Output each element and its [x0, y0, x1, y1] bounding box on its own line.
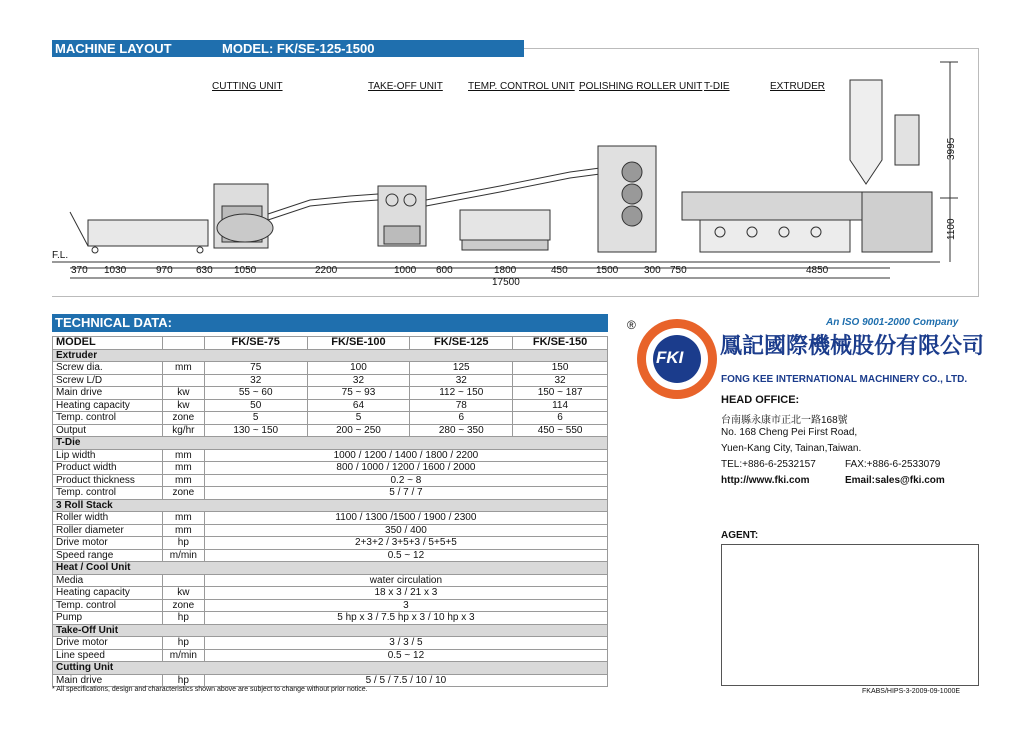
row-unit: mm	[162, 362, 204, 375]
table-row	[53, 412, 608, 425]
table-row	[53, 524, 608, 537]
dim-450: 450	[551, 265, 568, 276]
row-label: Speed range	[53, 549, 163, 562]
table-row	[53, 537, 608, 550]
row-value-span: 5 / 5 / 7.5 / 10 / 10	[204, 674, 607, 687]
row-value: 100	[307, 362, 410, 375]
table-row	[53, 574, 608, 587]
row-value: 32	[513, 374, 608, 387]
section-row	[53, 624, 608, 637]
section-title: Take-Off Unit	[53, 624, 608, 637]
table-row	[53, 424, 608, 437]
row-unit: zone	[162, 487, 204, 500]
dim-total: 17500	[492, 277, 520, 288]
row-value: 78	[410, 399, 513, 412]
website-link[interactable]: http://www.fki.com	[721, 475, 810, 486]
table-row	[53, 374, 608, 387]
row-label: Line speed	[53, 649, 163, 662]
row-label: Media	[53, 574, 163, 587]
row-value: 6	[410, 412, 513, 425]
dim-1500: 1500	[596, 265, 619, 276]
row-value: 112 ~ 150	[410, 387, 513, 400]
row-value: 55 ~ 60	[204, 387, 307, 400]
row-value: 75 ~ 93	[307, 387, 410, 400]
row-label: Drive motor	[53, 537, 163, 550]
table-row	[53, 649, 608, 662]
table-row	[53, 474, 608, 487]
section-row	[53, 437, 608, 450]
dim-300: 300	[644, 265, 661, 276]
row-unit	[162, 374, 204, 387]
row-unit: kw	[162, 399, 204, 412]
height-total: 3995	[946, 137, 957, 160]
row-unit: zone	[162, 412, 204, 425]
dim-1800: 1800	[494, 265, 517, 276]
row-label: Heating capacity	[53, 587, 163, 600]
row-label: Lip width	[53, 449, 163, 462]
height-line: 1100	[946, 218, 957, 240]
company-name-cn: 鳳記國際機械股份有限公司	[720, 333, 985, 358]
table-row	[53, 599, 608, 612]
section-title: Heat / Cool Unit	[53, 562, 608, 575]
row-unit: m/min	[162, 549, 204, 562]
dim-2200: 2200	[315, 265, 338, 276]
row-label: Output	[53, 424, 163, 437]
table-row	[53, 637, 608, 650]
row-unit: kw	[162, 587, 204, 600]
dim-600: 600	[436, 265, 453, 276]
row-value-span: 1100 / 1300 /1500 / 1900 / 2300	[204, 512, 607, 525]
logo-text: FKI	[656, 348, 684, 367]
row-value: 450 ~ 550	[513, 424, 608, 437]
row-label: Pump	[53, 612, 163, 625]
technical-heading: TECHNICAL DATA:	[55, 315, 172, 330]
dim-1030: 1030	[104, 265, 127, 276]
dim-750: 750	[670, 265, 687, 276]
row-label: Product thickness	[53, 474, 163, 487]
row-value-span: 800 / 1000 / 1200 / 1600 / 2000	[204, 462, 607, 475]
row-value: 125	[410, 362, 513, 375]
row-value: 114	[513, 399, 608, 412]
dim-370: 370	[71, 265, 88, 276]
row-label: Temp. control	[53, 412, 163, 425]
row-unit: hp	[162, 612, 204, 625]
section-row	[53, 499, 608, 512]
row-unit: kg/hr	[162, 424, 204, 437]
unit-label-extruder: EXTRUDER	[770, 81, 826, 92]
row-label: Temp. control	[53, 599, 163, 612]
table-row	[53, 449, 608, 462]
row-value: 50	[204, 399, 307, 412]
row-value-span: water circulation	[204, 574, 607, 587]
unit-label-takeoff: TAKE-OFF UNIT	[368, 81, 443, 92]
unit-label-tdie: T-DIE	[704, 81, 730, 92]
section-row	[53, 349, 608, 362]
row-label: Roller width	[53, 512, 163, 525]
row-value-span: 3	[204, 599, 607, 612]
model-header: FK/SE-100	[307, 337, 410, 350]
row-value: 32	[410, 374, 513, 387]
row-unit: mm	[162, 462, 204, 475]
address-line-1: No. 168 Cheng Pei First Road,	[721, 427, 858, 438]
row-label: Screw L/D	[53, 374, 163, 387]
row-value: 150 ~ 187	[513, 387, 608, 400]
address-line-2: Yuen-Kang City, Tainan,Taiwan.	[721, 443, 862, 454]
unit-label-polishing: POLISHING ROLLER UNIT	[579, 81, 703, 92]
layout-heading: MACHINE LAYOUT	[55, 41, 172, 56]
row-value: 280 ~ 350	[410, 424, 513, 437]
row-unit: m/min	[162, 649, 204, 662]
row-value: 32	[204, 374, 307, 387]
row-label: Temp. control	[53, 487, 163, 500]
row-label: Screw dia.	[53, 362, 163, 375]
model-header: FK/SE-125	[410, 337, 513, 350]
row-label: Main drive	[53, 674, 163, 687]
row-value-span: 3 / 3 / 5	[204, 637, 607, 650]
registered-mark: ®	[627, 318, 636, 332]
row-label: Product width	[53, 462, 163, 475]
address-cn: 台南縣永康市正北一路168號	[721, 415, 848, 426]
row-value-span: 1000 / 1200 / 1400 / 1800 / 2200	[204, 449, 607, 462]
row-label: Heating capacity	[53, 399, 163, 412]
row-value: 200 ~ 250	[307, 424, 410, 437]
row-unit: hp	[162, 637, 204, 650]
row-value: 64	[307, 399, 410, 412]
row-value: 130 ~ 150	[204, 424, 307, 437]
company-name-en: FONG KEE INTERNATIONAL MACHINERY CO., LTD.	[721, 374, 968, 385]
table-row	[53, 587, 608, 600]
dim-970: 970	[156, 265, 173, 276]
row-value: 5	[307, 412, 410, 425]
technical-table	[52, 336, 608, 687]
fax: FAX:+886-6-2533079	[845, 459, 941, 470]
row-unit: mm	[162, 474, 204, 487]
row-label: Roller diameter	[53, 524, 163, 537]
machine-drawing	[0, 0, 1023, 300]
model-header: FK/SE-150	[513, 337, 608, 350]
section-row	[53, 562, 608, 575]
row-value-span: 0.2 ~ 8	[204, 474, 607, 487]
iso-text: An ISO 9001-2000 Company	[826, 317, 959, 328]
section-title: T-Die	[53, 437, 608, 450]
agent-label: AGENT:	[721, 530, 759, 541]
row-value: 75	[204, 362, 307, 375]
footnote: * All specifications, design and characteristics shown above are subject to change without prior notice.	[52, 686, 368, 693]
row-unit: kw	[162, 387, 204, 400]
row-value: 32	[307, 374, 410, 387]
row-value-span: 0.5 ~ 12	[204, 649, 607, 662]
section-title: 3 Roll Stack	[53, 499, 608, 512]
row-value-span: 350 / 400	[204, 524, 607, 537]
table-row	[53, 549, 608, 562]
row-value: 6	[513, 412, 608, 425]
row-value: 150	[513, 362, 608, 375]
row-label: Main drive	[53, 387, 163, 400]
email-link[interactable]: Email:sales@fki.com	[845, 475, 945, 486]
row-value-span: 18 x 3 / 21 x 3	[204, 587, 607, 600]
agent-box	[721, 544, 979, 686]
row-unit: hp	[162, 674, 204, 687]
section-title: Cutting Unit	[53, 662, 608, 675]
dim-1000: 1000	[394, 265, 417, 276]
row-value-span: 5 hp x 3 / 7.5 hp x 3 / 10 hp x 3	[204, 612, 607, 625]
telephone: TEL:+886-6-2532157	[721, 459, 816, 470]
row-value-span: 2+3+2 / 3+5+3 / 5+5+5	[204, 537, 607, 550]
technical-header-bar	[52, 314, 608, 332]
row-unit	[162, 574, 204, 587]
table-row	[53, 399, 608, 412]
row-unit: mm	[162, 524, 204, 537]
table-row	[53, 462, 608, 475]
dim-1050: 1050	[234, 265, 257, 276]
section-title: Extruder	[53, 349, 608, 362]
doc-code: FKABS/HIPS-3-2009-09-1000E	[862, 688, 961, 695]
table-row	[53, 512, 608, 525]
row-unit: hp	[162, 537, 204, 550]
model-header: FK/SE-75	[204, 337, 307, 350]
unit-label-temp-control: TEMP. CONTROL UNIT	[468, 81, 575, 92]
table-row	[53, 362, 608, 375]
row-unit: zone	[162, 599, 204, 612]
row-unit: mm	[162, 512, 204, 525]
dim-4850: 4850	[806, 265, 829, 276]
row-value-span: 0.5 ~ 12	[204, 549, 607, 562]
row-value: 5	[204, 412, 307, 425]
row-value-span: 5 / 7 / 7	[204, 487, 607, 500]
col-model: MODEL	[53, 337, 163, 350]
unit-label-cutting: CUTTING UNIT	[212, 81, 283, 92]
table-header-row	[53, 337, 608, 350]
table-row	[53, 612, 608, 625]
row-label: Drive motor	[53, 637, 163, 650]
fl-label: F.L.	[52, 250, 69, 261]
table-row	[53, 487, 608, 500]
dim-630: 630	[196, 265, 213, 276]
table-row	[53, 674, 608, 687]
row-unit: mm	[162, 449, 204, 462]
head-office-label: HEAD OFFICE:	[721, 394, 800, 406]
layout-model: MODEL: FK/SE-125-1500	[222, 41, 375, 56]
table-row	[53, 387, 608, 400]
section-row	[53, 662, 608, 675]
